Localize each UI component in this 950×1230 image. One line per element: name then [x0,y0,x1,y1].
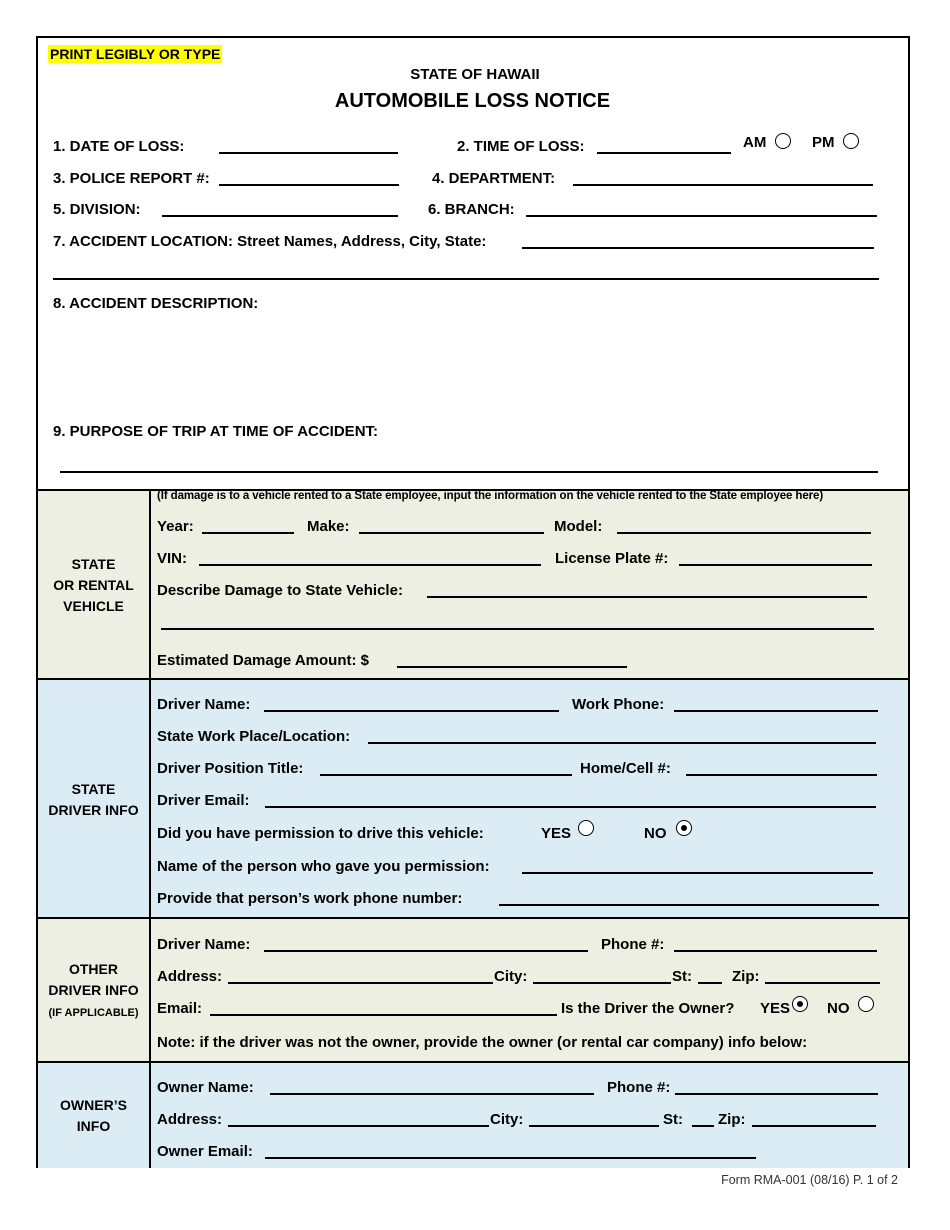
permission-yes-label: YES [541,825,572,842]
police-report-field[interactable] [219,184,399,186]
position-title-field[interactable] [320,774,572,776]
other-zip-field[interactable] [765,982,880,984]
other-driver-name-label: Driver Name: [157,936,251,953]
owner-question-label: Is the Driver the Owner? [561,1000,735,1017]
model-label: Model: [554,518,603,535]
owner-city-label: City: [490,1111,524,1128]
purpose-of-trip-label: 9. PURPOSE OF TRIP AT TIME OF ACCIDENT: [53,423,379,440]
position-title-label: Driver Position Title: [157,760,304,777]
owner-address-label: Address: [157,1111,223,1128]
form-id-footer: Form RMA-001 (08/16) P. 1 of 2 [721,1173,898,1187]
driver-email-label: Driver Email: [157,792,250,809]
permission-person-field[interactable] [522,872,873,874]
permission-question-label: Did you have permission to drive this vehicle: [157,825,484,842]
owner-zip-field[interactable] [752,1125,876,1127]
driver-name-label: Driver Name: [157,696,251,713]
sidebar-line: STATE [71,780,116,797]
state-driver-sidebar [38,680,151,919]
sidebar-line-small: (IF APPLICABLE) [48,1006,139,1019]
vin-label: VIN: [157,550,187,567]
estimated-damage-field[interactable] [397,666,627,668]
am-radio[interactable] [775,133,791,149]
accident-location-field[interactable] [522,247,874,249]
driver-email-field[interactable] [265,806,876,808]
owner-st-label: St: [663,1111,683,1128]
sidebar-line: OWNER’S [60,1096,127,1113]
sidebar-line: OTHER [68,960,118,977]
owner-no-radio[interactable] [858,996,874,1012]
permission-yes-radio[interactable] [578,820,594,836]
year-field[interactable] [202,532,294,534]
page-title: AUTOMOBILE LOSS NOTICE [334,90,611,112]
describe-damage-field-2[interactable] [161,628,874,630]
work-phone-field[interactable] [674,710,878,712]
owner-phone-field[interactable] [675,1093,878,1095]
other-driver-name-field[interactable] [264,950,588,952]
permission-phone-field[interactable] [499,904,879,906]
sidebar-line: DRIVER INFO [48,801,139,818]
other-email-field[interactable] [210,1014,557,1016]
other-city-label: City: [494,968,528,985]
police-report-label: 3. POLICE REPORT #: [53,170,210,187]
pm-label: PM [812,134,835,151]
owner-yes-radio[interactable] [792,996,808,1012]
state-vehicle-sidebar [38,491,151,680]
license-plate-label: License Plate #: [555,550,669,567]
time-of-loss-label: 2. TIME OF LOSS: [457,138,585,155]
sidebar-line: DRIVER INFO [48,981,139,998]
purpose-of-trip-field[interactable] [60,471,878,473]
other-driver-note: Note: if the driver was not the owner, provide the owner (or rental car company) info below: [157,1034,808,1051]
other-phone-field[interactable] [674,950,877,952]
other-address-field[interactable] [228,982,493,984]
owner-no-label: NO [827,1000,850,1017]
owner-phone-label: Phone #: [607,1079,671,1096]
sidebar-line: STATE [71,556,116,572]
sidebar-line: OR RENTAL [53,577,134,593]
work-phone-label: Work Phone: [572,696,665,713]
other-driver-sidebar [38,919,151,1063]
division-field[interactable] [162,215,398,217]
branch-label: 6. BRANCH: [428,201,515,218]
am-label: AM [743,134,767,151]
date-of-loss-label: 1. DATE OF LOSS: [53,138,185,155]
other-zip-label: Zip: [732,968,760,985]
department-label: 4. DEPARTMENT: [432,170,556,187]
date-of-loss-field[interactable] [219,152,398,154]
permission-person-label: Name of the person who gave you permission: [157,858,490,875]
owner-sidebar [38,1063,151,1168]
owner-zip-label: Zip: [718,1111,746,1128]
owner-name-field[interactable] [270,1093,594,1095]
describe-damage-label: Describe Damage to State Vehicle: [157,582,403,599]
print-legibly-note: PRINT LEGIBLY OR TYPE [50,46,221,62]
branch-field[interactable] [526,215,877,217]
work-place-label: State Work Place/Location: [157,728,351,745]
license-plate-field[interactable] [679,564,872,566]
sidebar-line: INFO [76,1117,111,1134]
owner-address-field[interactable] [228,1125,489,1127]
other-st-label: St: [672,968,692,985]
driver-name-field[interactable] [264,710,559,712]
other-phone-label: Phone #: [601,936,665,953]
estimated-damage-label: Estimated Damage Amount: $ [157,652,369,669]
owner-st-field[interactable] [692,1125,714,1127]
owner-yes-label: YES [760,1000,791,1017]
division-label: 5. DIVISION: [53,201,141,218]
make-field[interactable] [359,532,544,534]
accident-location-field-2[interactable] [53,278,879,280]
accident-location-label: 7. ACCIDENT LOCATION: Street Names, Address, City, State: [53,233,487,250]
owner-city-field[interactable] [529,1125,659,1127]
time-of-loss-field[interactable] [597,152,731,154]
home-cell-field[interactable] [686,774,877,776]
describe-damage-field[interactable] [427,596,867,598]
rental-note: (If damage is to a vehicle rented to a State employee, input the information on the vehicle rented to the State employee here) [157,490,824,502]
owner-name-label: Owner Name: [157,1079,254,1096]
accident-description-label: 8. ACCIDENT DESCRIPTION: [53,295,259,312]
other-address-label: Address: [157,968,223,985]
owner-email-field[interactable] [265,1157,756,1159]
year-label: Year: [157,518,194,535]
other-city-field[interactable] [533,982,671,984]
home-cell-label: Home/Cell #: [580,760,671,777]
other-email-label: Email: [157,1000,203,1017]
owner-email-label: Owner Email: [157,1143,253,1160]
sidebar-line: VEHICLE [63,598,124,614]
model-field[interactable] [617,532,871,534]
vin-field[interactable] [199,564,541,566]
permission-no-radio[interactable] [676,820,692,836]
permission-phone-label: Provide that person’s work phone number: [157,890,463,907]
work-place-field[interactable] [368,742,876,744]
state-heading: STATE OF HAWAII [410,66,540,83]
permission-no-label: NO [644,825,667,842]
department-field[interactable] [573,184,873,186]
pm-radio[interactable] [843,133,859,149]
make-label: Make: [307,518,350,535]
other-st-field[interactable] [698,982,722,984]
